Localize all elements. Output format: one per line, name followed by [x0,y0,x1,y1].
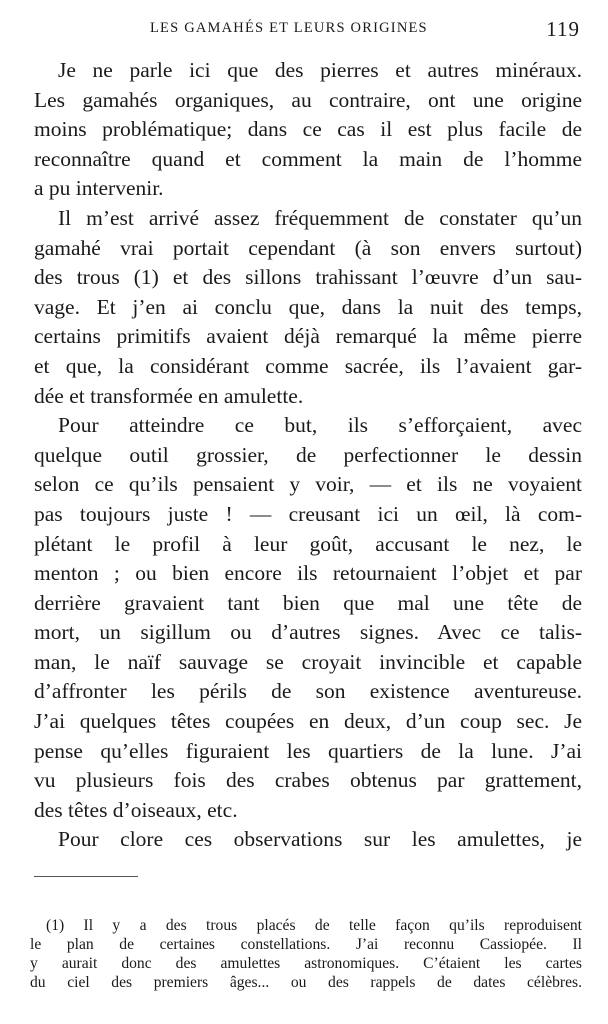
paragraph-line: et que, la considérant comme sacrée, ils l’avaient gar- [34,353,582,378]
paragraph-line: Je ne parle ici que des pierres et autres minéraux. [58,58,582,82]
paragraph-line: Les gamahés organiques, au contraire, ont une origine [34,87,582,112]
paragraph-line: vage. Et j’en ai conclu que, dans la nuit des temps, [34,294,582,319]
paragraph-line: quelque outil grossier, de perfectionner le dessin [34,442,582,467]
paragraph-line: Pour clore ces observations sur les amulettes, je [58,827,582,852]
paragraph-line: derrière gravaient tant bien que mal une tête de [34,590,582,615]
paragraph-line: d’affronter les périls de son existence aventureuse. [34,679,582,704]
footnote-line: du ciel des premiers âges... ou des rappels de dates célèbres. [30,974,582,991]
paragraph-line: a pu intervenir. [34,176,164,201]
running-head [110,17,580,46]
paragraph-line: vu plusieurs fois des crabes obtenus par grattement, [34,768,582,793]
footnote-line: y aurait donc des amulettes astronomiques. C’étaient les cartes [30,955,582,972]
paragraph-line: reconnaître quand et comment la main de l’homme [34,146,582,171]
paragraph-line: moins problématique; dans ce cas il est plus facile de [34,117,582,142]
body-text [34,56,582,855]
footnote-line: (1) Il y a des trous placés de telle façon qu’ils reproduisent [46,917,582,934]
footnote-line: le plan de certaines constellations. J’ai reconnu Cassiopée. Il [30,936,582,953]
paragraph-line: Pour atteindre ce but, ils s’efforçaient, avec [58,413,582,438]
paragraph-line: des trous (1) et des sillons trahissant l’œuvre d’un sau- [34,265,582,290]
paragraph-line: pas toujours juste ! — creusant ici un œil, là com- [34,501,582,526]
page-number: 119 [546,17,580,41]
paragraph-line: gamahé vrai portait cependant (à son envers surtout) [34,235,582,260]
paragraph-line: Il m’est arrivé assez fréquemment de constater qu’un [58,205,582,230]
paragraph-line: menton ; ou bien encore ils retournaient l’objet et par [34,561,582,586]
paragraph-line: J’ai quelques têtes coupées en deux, d’un coup sec. Je [34,709,582,734]
paragraph-line: dée et transformée en amulette. [34,383,304,408]
footnote [30,916,582,992]
paragraph-line: des têtes d’oiseaux, etc. [34,797,238,822]
paragraph-line: pense qu’elles figuraient les quartiers de la lune. J’ai [34,738,582,763]
running-head-title: LES GAMAHÉS ET LEURS ORIGINES [150,20,428,36]
paragraph-line: mort, un sigillum ou d’autres signes. Avec ce talis- [34,620,582,645]
footnote-separator [34,876,138,877]
paragraph-line: plétant le profil à leur goût, accusant le nez, le [34,531,582,556]
paragraph-line: certains primitifs avaient déjà remarqué la même pierre [34,324,582,349]
paragraph-line: man, le naïf sauvage se croyait invincible et capable [34,649,582,674]
paragraph-line: selon ce qu’ils pensaient y voir, — et ils ne voyaient [34,472,582,497]
